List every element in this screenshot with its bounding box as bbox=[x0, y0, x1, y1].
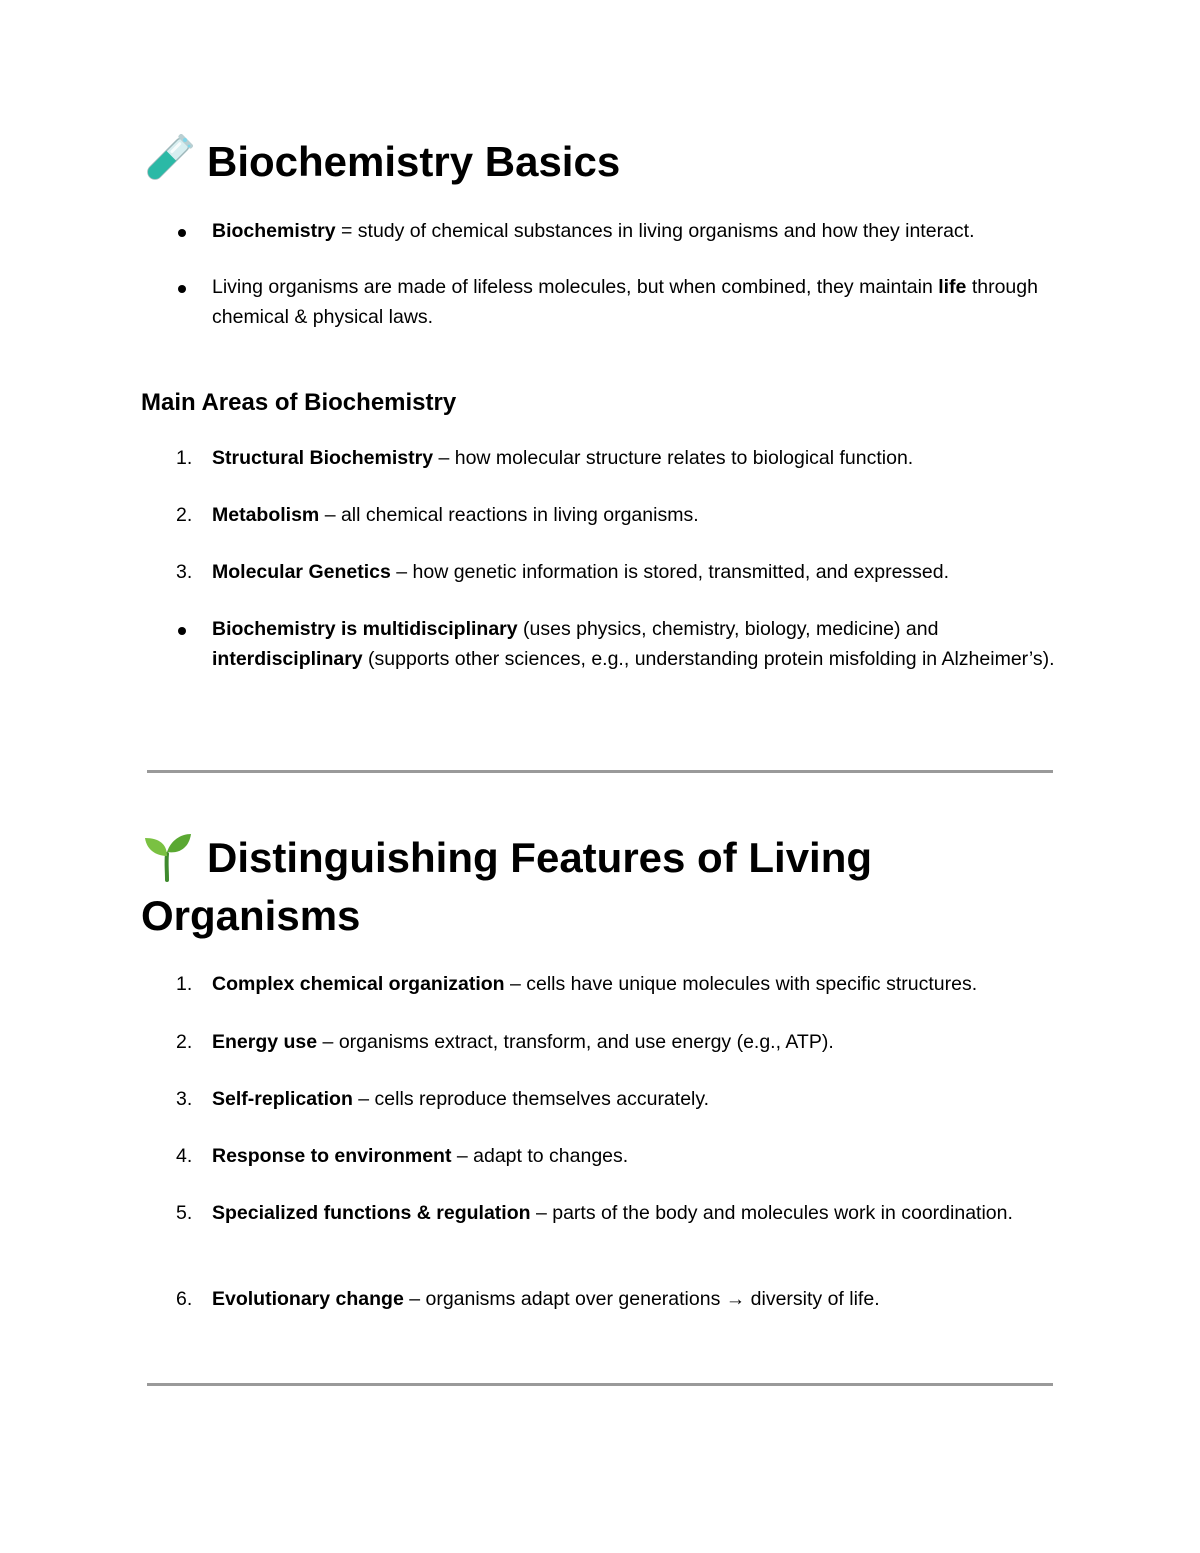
list-number: 1. bbox=[176, 973, 193, 995]
item-text: – cells reproduce themselves accurately. bbox=[352, 1088, 710, 1110]
list-item bbox=[176, 558, 1082, 588]
item-text: through chemical & physical laws. bbox=[212, 276, 1038, 328]
bullet-marker bbox=[178, 627, 186, 635]
term-bold: Response to environment bbox=[212, 1145, 452, 1167]
list-item bbox=[176, 1199, 1082, 1229]
term-bold: Molecular Genetics bbox=[212, 561, 391, 583]
subheading-main-areas: Main Areas of Biochemistry bbox=[141, 389, 457, 416]
term-bold: Energy use bbox=[212, 1031, 318, 1053]
list-number: 6. bbox=[176, 1288, 193, 1310]
bullet-marker bbox=[178, 285, 186, 293]
list-number: 3. bbox=[176, 561, 193, 583]
list-item bbox=[212, 615, 1082, 674]
list-number: 4. bbox=[176, 1145, 193, 1167]
bullet-marker bbox=[178, 229, 186, 237]
list-number: 3. bbox=[176, 1088, 193, 1110]
item-text: – all chemical reactions in living organisms. bbox=[319, 504, 699, 526]
term-bold: Evolutionary change bbox=[212, 1288, 404, 1310]
term-bold: Metabolism bbox=[212, 504, 320, 526]
item-text: – organisms adapt over generations → diversity of life. bbox=[403, 1288, 880, 1310]
list-item bbox=[212, 273, 1082, 332]
section-title-distinguishing-features bbox=[141, 829, 1061, 945]
item-text: (supports other sciences, e.g., understanding protein misfolding in Alzheimer’s). bbox=[362, 647, 1055, 670]
item-text: – organisms extract, transform, and use energy (e.g., ATP). bbox=[317, 1031, 834, 1053]
item-text: – adapt to changes. bbox=[451, 1145, 629, 1167]
item-text: – parts of the body and molecules work in coordination. bbox=[530, 1202, 1013, 1224]
horizontal-rule bbox=[147, 770, 1053, 773]
list-item bbox=[176, 970, 1082, 1000]
list-item bbox=[176, 1285, 1082, 1315]
term-bold: Structural Biochemistry bbox=[212, 447, 434, 469]
term-bold: Specialized functions & regulation bbox=[212, 1202, 531, 1224]
term-bold: Self-replication bbox=[212, 1088, 353, 1110]
list-item bbox=[212, 217, 1082, 247]
item-text: – how molecular structure relates to biological function. bbox=[433, 447, 914, 469]
list-item bbox=[176, 1142, 1082, 1172]
term-bold: Biochemistry is multidisciplinary bbox=[212, 618, 518, 640]
list-number: 5. bbox=[176, 1202, 193, 1224]
test-tube-icon bbox=[141, 134, 193, 186]
horizontal-rule bbox=[147, 1383, 1053, 1386]
item-text: Living organisms are made of lifeless molecules, but when combined, they maintain bbox=[212, 276, 939, 298]
section-title-biochemistry-basics bbox=[141, 133, 620, 191]
item-text: = study of chemical substances in living organisms and how they interact. bbox=[335, 220, 975, 242]
item-text: (uses physics, chemistry, biology, medicine) and bbox=[517, 618, 939, 640]
section-title-text: Biochemistry Basics bbox=[207, 138, 621, 185]
term-bold: life bbox=[938, 276, 967, 298]
list-number: 2. bbox=[176, 504, 193, 526]
list-item bbox=[176, 501, 1082, 531]
list-item bbox=[176, 444, 1082, 474]
list-number: 1. bbox=[176, 447, 193, 469]
term-bold: interdisciplinary bbox=[212, 647, 363, 670]
item-text: – how genetic information is stored, transmitted, and expressed. bbox=[390, 561, 950, 583]
term-bold: Complex chemical organization bbox=[212, 973, 505, 995]
list-number: 2. bbox=[176, 1031, 193, 1053]
seedling-icon bbox=[141, 830, 193, 882]
section-title-text: Distinguishing Features of Living Organisms bbox=[141, 834, 873, 939]
term-bold: Biochemistry bbox=[212, 220, 336, 242]
item-text: – cells have unique molecules with specific structures. bbox=[504, 973, 978, 995]
list-item bbox=[176, 1085, 1082, 1115]
list-item bbox=[176, 1028, 1082, 1058]
